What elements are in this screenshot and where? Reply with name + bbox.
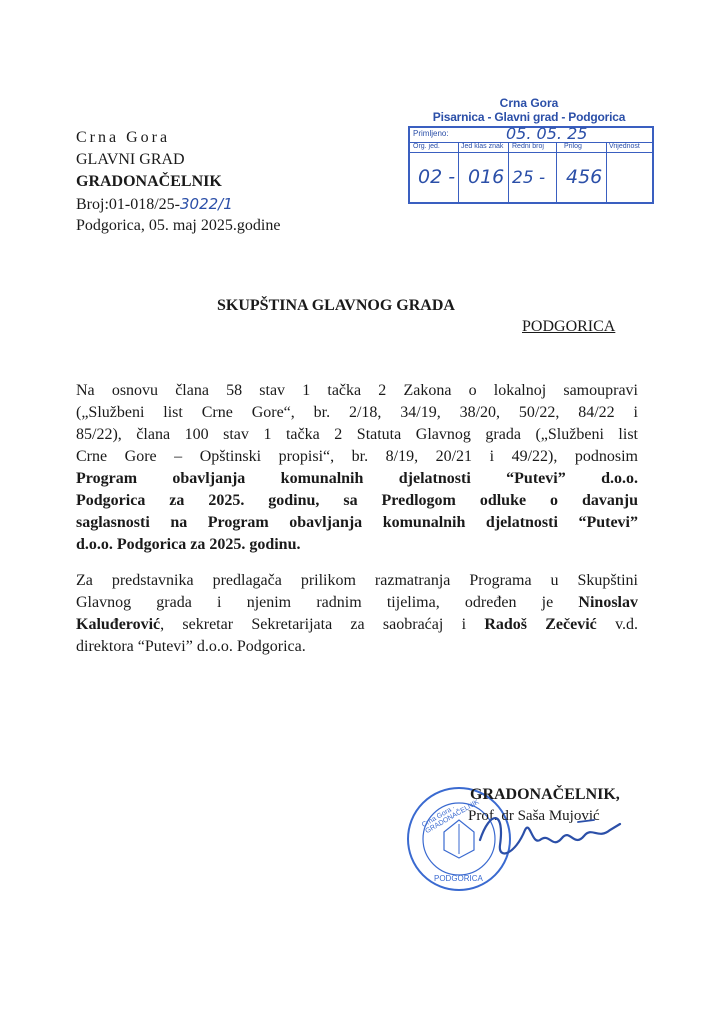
- stamp-col-2: Jed klas znak: [461, 143, 504, 150]
- stamp-col-5: Vrijednost: [609, 143, 640, 150]
- number-handwritten: 3022/1: [180, 195, 233, 213]
- p1-bold-line-1: Program obavljanja komunalnih djelatnosti “Putevi” d.o.o.: [76, 470, 638, 487]
- stamp-val-4: 456: [566, 166, 603, 188]
- stamp-line1: Crna Gora: [499, 96, 559, 110]
- seal-bottom-text: PODGORICA: [434, 874, 483, 883]
- handwritten-signature: [470, 800, 630, 870]
- p2-line-3: [76, 614, 638, 636]
- header-number: [76, 194, 233, 215]
- stamp-val-2: 016: [468, 166, 505, 188]
- recipient-city: PODGORICA: [522, 318, 616, 335]
- p1-line-1: Na osnovu člana 58 stav 1 tačka 2 Zakona o lokalnoj samoupravi: [76, 382, 638, 399]
- header-city: GLAVNI GRAD: [76, 151, 185, 168]
- stamp-table: [408, 126, 654, 204]
- paragraph-1: [76, 380, 638, 556]
- p2-line-3-end: v.d.: [596, 616, 639, 633]
- registry-stamp: [404, 96, 654, 208]
- stamp-val-3: 25 -: [512, 168, 546, 188]
- p2-line-1: Za predstavnika predlagača prilikom razmatranja Programa u Skupštini: [76, 572, 638, 589]
- p2-person-2: Radoš Zečević: [484, 616, 597, 633]
- header-country: Crna Gora: [76, 129, 171, 146]
- number-prefix: Broj:01-018/25-: [76, 196, 180, 213]
- stamp-line2: Pisarnica - Glavni grad - Podgorica: [432, 110, 626, 124]
- p2-line-4: direktora “Putevi” d.o.o. Podgorica.: [76, 638, 306, 655]
- p2-line-2-text: Glavnog grada i njenim radnim tijelima, određen je: [76, 594, 554, 611]
- stamp-col-3: Redni broj: [512, 143, 544, 150]
- paragraph-2: [76, 570, 638, 658]
- recipient-name: SKUPŠTINA GLAVNOG GRADA: [217, 297, 455, 314]
- p2-person-1-first: Ninoslav: [578, 594, 638, 611]
- stamp-col-4: Prilog: [564, 143, 582, 150]
- p2-line-2: [76, 592, 638, 614]
- stamp-received-label: Primljeno:: [413, 129, 449, 138]
- header-office: GRADONAČELNIK: [76, 173, 222, 190]
- p1-bold-line-2: Podgorica za 2025. godinu, sa Predlogom odluke o davanju: [76, 492, 638, 509]
- stamp-col-1: Org. jed.: [413, 143, 440, 150]
- seal-top-text: Crna Gora · GRADONAČELNIK: [420, 798, 481, 836]
- p1-line-2: („Službeni list Crne Gore“, br. 2/18, 34/19, 38/20, 50/22, 84/22 i: [76, 404, 638, 421]
- p1-line-4: Crne Gore – Opštinski propisi“, br. 8/19, 20/21 i 49/22), podnosim: [76, 448, 638, 465]
- signature-title: GRADONAČELNIK,: [470, 786, 620, 803]
- p2-line-3-text: , sekretar Sekretarijata za saobraćaj i: [160, 616, 467, 633]
- p2-person-1-last: Kaluđerović: [76, 616, 161, 633]
- p1-bold-line-4: d.o.o. Podgorica za 2025. godinu.: [76, 536, 301, 553]
- p1-bold-line-3: saglasnosti na Program obavljanja komunalnih djelatnosti “Putevi”: [76, 514, 638, 531]
- header-place-date: Podgorica, 05. maj 2025.godine: [76, 217, 281, 234]
- signature-name: Prof. dr Saša Mujović: [468, 808, 600, 824]
- stamp-received-date: 05. 05. 25: [506, 124, 588, 143]
- p1-line-3: 85/22), člana 100 stav 1 tačka 2 Statuta Glavnog grada („Službeni list: [76, 426, 638, 443]
- stamp-val-1: 02 -: [418, 166, 456, 188]
